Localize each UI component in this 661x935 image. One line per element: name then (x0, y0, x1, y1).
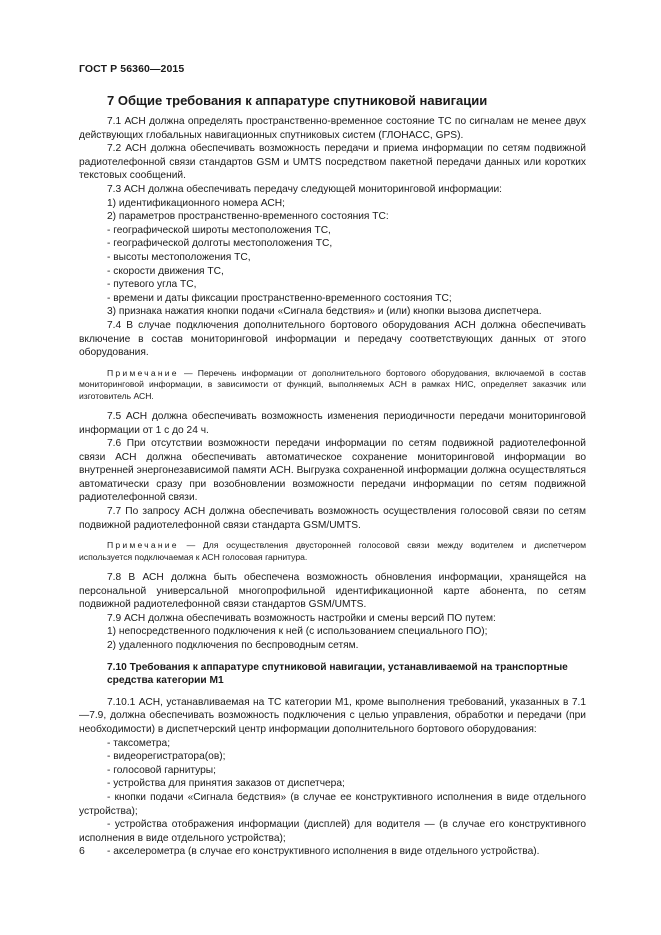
section-body (79, 115, 586, 859)
list-item: - устройства для принятия заказов от диспетчера; (107, 778, 345, 790)
paragraph-7-2: 7.2 АСН должна обеспечивать возможность передачи и приема информации по сетям подвижной радиотелефонной связи стандартов GSM и UMTS посредством пакетной передачи данных или коротких текстовых сообщений. (79, 143, 586, 182)
paragraph-7-1: 7.1 АСН должна определять пространственно-временное состояние ТС по сигналам не менее двух действующих глобальных навигационных спутниковых систем (ГЛОНАСС, GPS). (79, 116, 586, 141)
note-2 (79, 540, 586, 563)
paragraph-7-5: 7.5 АСН должна обеспечивать возможность изменения периодичности передачи мониторинговой информации от 1 с до 24 ч. (79, 410, 586, 436)
paragraph-7-9: 7.9 АСН должна обеспечивать возможность настройки и смены версий ПО путем: (107, 612, 496, 624)
note-label: Примечание (107, 367, 179, 378)
paragraph-7-8: 7.8 В АСН должна быть обеспечена возможность обновления информации, хранящейся на персональной универсальной многопрофильной идентификационной карте абонента, по сетям подвижной радиотелефонной связи стандартов GSM/UMTS. (79, 572, 586, 611)
paragraph-7-6: 7.6 При отсутствии возможности передачи информации по сетям подвижной радиотелефонной связи АСН должна обеспечивать автоматическое сохранение мониторинговой информации во внутренней энергонезависимой памяти АСН. Выгрузка сохраненной информации должна осуществляться автоматически сразу при возобновлении возможности передачи информации по сетям подвижной радиотелефонной связи. (79, 438, 586, 504)
list-item: - акселерометра (в случае его конструктивного исполнения в виде отдельного устройства). (107, 846, 540, 858)
note-2-text: — Для осуществления двусторонней голосовой связи между водителем и диспетчером используется подключаемая к АСН голосовая гарнитура. (79, 540, 586, 562)
section-title: 7 Общие требования к аппаратуре спутниковой навигации (107, 93, 488, 108)
list-item: - кнопки подачи «Сигнала бедствия» (в случае ее конструктивного исполнения в виде отдельного устройства); (79, 791, 586, 817)
paragraph-7-7: 7.7 По запросу АСН должна обеспечивать возможность осуществления голосовой связи по сетям подвижной радиотелефонной связи стандарта GSM/UMTS. (79, 506, 586, 531)
list-item: - таксометра; (107, 737, 171, 749)
paragraph-7-3: 7.3 АСН должна обеспечивать передачу следующей мониторинговой информации: (107, 183, 503, 195)
list-item: - устройства отображения информации (дисплей) для водителя — (в случае его конструктивного исполнения в виде отдельного устройства); (79, 819, 586, 844)
paragraph-7-10-1: 7.10.1 АСН, устанавливаемая на ТС категории М1, кроме выполнения требований, указанных в 7.1—7.9, должна обеспечивать возможность подключения с целью управления, обработки и передачи (при необходимости) в диспетчерский центр информации дополнительного бортового оборудования: (79, 696, 586, 735)
list-item: - географической широты местоположения ТС, (107, 224, 331, 236)
document-header: ГОСТ Р 56360—2015 (79, 63, 185, 75)
list-item: - видеорегистратора(ов); (107, 751, 226, 763)
list-item: - скорости движения ТС, (107, 265, 224, 277)
list-item: 2) параметров пространственно-временного состояния ТС: (107, 211, 389, 223)
subsection-heading-7-10: 7.10 Требования к аппаратуре спутниковой навигации, устанавливаемой на транспортные средства категории М1 (107, 661, 568, 687)
list-item: - географической долготы местоположения ТС, (107, 238, 333, 250)
page-number: 6 (79, 845, 85, 857)
list-item: 2) удаленного подключения по беспроводным сетям. (107, 640, 359, 652)
list-item: 3) признака нажатия кнопки подачи «Сигнала бедствия» и (или) кнопки вызова диспетчера. (107, 306, 542, 318)
paragraph-7-4: 7.4 В случае подключения дополнительного бортового оборудования АСН должна обеспечивать включение в состав мониторинговой информации и передачу соответствующих данных от этого оборудования. (79, 319, 586, 359)
list-item: - времени и даты фиксации пространственно-временного состояния ТС; (107, 292, 452, 304)
list-item: - высоты местоположения ТС, (107, 251, 251, 263)
note-1-text: — Перечень информации от дополнительного бортового оборудования, включаемой в состав мониторинговой информации, в зависимости от функций, выполняемых АСН в рамках НИС, определяет заказчик или изготовитель АСН. (79, 367, 586, 401)
list-item: - голосовой гарнитуры; (107, 764, 216, 776)
note-label: Примечание (107, 540, 179, 551)
list-item: 1) идентификационного номера АСН; (107, 197, 285, 209)
list-item: 1) непосредственного подключения к ней (с использованием специального ПО); (107, 626, 488, 638)
note-1 (79, 368, 586, 402)
list-item: - путевого угла ТС, (107, 279, 197, 291)
